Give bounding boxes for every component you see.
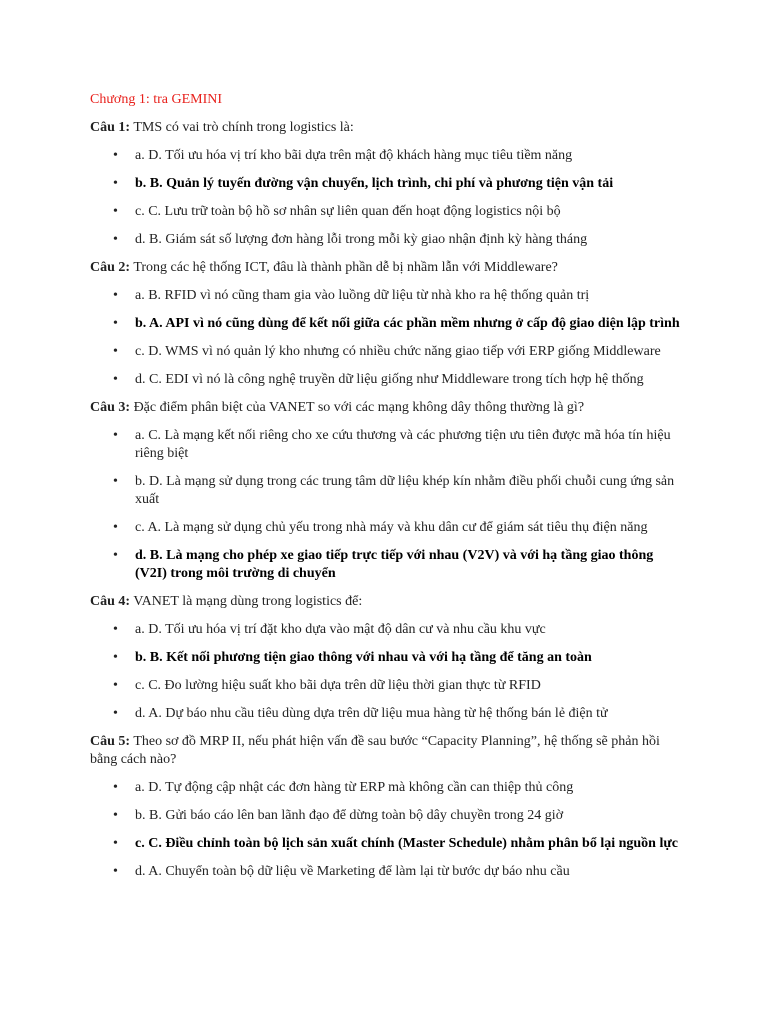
- answer-list: [90, 287, 690, 389]
- bullet-icon: •: [113, 548, 118, 563]
- answer-option: [90, 287, 690, 305]
- answer-text: d. C. EDI vì nó là công nghệ truyền dữ liệu giống như Middleware trong tích hợp hệ thống: [135, 372, 644, 387]
- answer-option: [90, 427, 690, 463]
- bullet-icon: •: [113, 148, 118, 163]
- answer-option-correct: [90, 649, 690, 667]
- question-list: [90, 119, 690, 881]
- question-text: Theo sơ đồ MRP II, nếu phát hiện vấn đề sau bước “Capacity Planning”, hệ thống sẽ phản hồi bằng cách nào?: [90, 734, 660, 767]
- answer-list: [90, 779, 690, 881]
- answer-text: c. C. Điều chỉnh toàn bộ lịch sản xuất chính (Master Schedule) nhằm phân bổ lại nguồn lực: [135, 836, 678, 851]
- question-text: Trong các hệ thống ICT, đâu là thành phần dễ bị nhầm lẫn với Middleware?: [133, 260, 558, 275]
- bullet-icon: •: [113, 204, 118, 219]
- question-stem: [90, 593, 690, 611]
- answer-text: c. D. WMS vì nó quản lý kho nhưng có nhiều chức năng giao tiếp với ERP giống Middleware: [135, 344, 661, 359]
- question-number: Câu 2:: [90, 260, 131, 275]
- question-stem: [90, 259, 690, 277]
- question-number: Câu 4:: [90, 594, 131, 609]
- answer-text: d. B. Là mạng cho phép xe giao tiếp trực tiếp với nhau (V2V) và với hạ tầng giao thông (V2I) trong môi trường di chuyển: [135, 548, 654, 581]
- answer-option: [90, 705, 690, 723]
- bullet-icon: •: [113, 288, 118, 303]
- answer-option: [90, 343, 690, 361]
- question-block: [90, 119, 690, 249]
- answer-option: [90, 677, 690, 695]
- answer-text: b. A. API vì nó cũng dùng để kết nối giữa các phần mềm nhưng ở cấp độ giao diện lập trình: [135, 316, 680, 331]
- bullet-icon: •: [113, 176, 118, 191]
- answer-option: [90, 779, 690, 797]
- answer-text: a. D. Tối ưu hóa vị trí đặt kho dựa vào mật độ dân cư và nhu cầu khu vực: [135, 622, 546, 637]
- bullet-icon: •: [113, 864, 118, 879]
- answer-option-correct: [90, 547, 690, 583]
- bullet-icon: •: [113, 428, 118, 443]
- answer-option: [90, 371, 690, 389]
- question-text: TMS có vai trò chính trong logistics là:: [133, 120, 354, 135]
- answer-text: b. B. Kết nối phương tiện giao thông với nhau và với hạ tầng để tăng an toàn: [135, 650, 592, 665]
- answer-text: c. C. Đo lường hiệu suất kho bãi dựa trên dữ liệu thời gian thực từ RFID: [135, 678, 541, 693]
- answer-option: [90, 231, 690, 249]
- answer-option-correct: [90, 835, 690, 853]
- question-stem: [90, 733, 690, 769]
- answer-text: d. B. Giám sát số lượng đơn hàng lỗi trong mỗi kỳ giao nhận định kỳ hàng tháng: [135, 232, 588, 247]
- answer-text: a. D. Tối ưu hóa vị trí kho bãi dựa trên mật độ khách hàng mục tiêu tiềm năng: [135, 148, 573, 163]
- answer-option: [90, 621, 690, 639]
- answer-option: [90, 807, 690, 825]
- answer-text: c. C. Lưu trữ toàn bộ hồ sơ nhân sự liên quan đến hoạt động logistics nội bộ: [135, 204, 561, 219]
- answer-text: a. B. RFID vì nó cũng tham gia vào luồng dữ liệu từ nhà kho ra hệ thống quản trị: [135, 288, 590, 303]
- answer-list: [90, 147, 690, 249]
- bullet-icon: •: [113, 706, 118, 721]
- question-stem: [90, 119, 690, 137]
- bullet-icon: •: [113, 650, 118, 665]
- question-number: Câu 1:: [90, 120, 131, 135]
- answer-text: d. A. Dự báo nhu cầu tiêu dùng dựa trên dữ liệu mua hàng từ hệ thống bán lẻ điện tử: [135, 706, 608, 721]
- answer-text: d. A. Chuyển toàn bộ dữ liệu về Marketing để làm lại từ bước dự báo nhu cầu: [135, 864, 570, 879]
- document-page: [90, 91, 690, 891]
- question-number: Câu 5:: [90, 734, 131, 749]
- answer-option-correct: [90, 175, 690, 193]
- answer-option: [90, 473, 690, 509]
- answer-option: [90, 863, 690, 881]
- question-stem: [90, 399, 690, 417]
- answer-text: a. D. Tự động cập nhật các đơn hàng từ ERP mà không cần can thiệp thủ công: [135, 780, 574, 795]
- bullet-icon: •: [113, 678, 118, 693]
- answer-text: b. B. Quản lý tuyến đường vận chuyển, lịch trình, chi phí và phương tiện vận tải: [135, 176, 614, 191]
- answer-text: a. C. Là mạng kết nối riêng cho xe cứu thương và các phương tiện ưu tiên được mã hóa tín hiệu riêng biệt: [135, 428, 671, 461]
- question-block: [90, 593, 690, 723]
- question-text: Đặc điểm phân biệt của VANET so với các mạng không dây thông thường là gì?: [133, 400, 585, 415]
- bullet-icon: •: [113, 232, 118, 247]
- question-text: VANET là mạng dùng trong logistics để:: [133, 594, 363, 609]
- answer-option-correct: [90, 315, 690, 333]
- answer-list: [90, 621, 690, 723]
- bullet-icon: •: [113, 474, 118, 489]
- bullet-icon: •: [113, 836, 118, 851]
- bullet-icon: •: [113, 316, 118, 331]
- bullet-icon: •: [113, 808, 118, 823]
- bullet-icon: •: [113, 622, 118, 637]
- bullet-icon: •: [113, 520, 118, 535]
- answer-option: [90, 519, 690, 537]
- answer-option: [90, 147, 690, 165]
- chapter-title: Chương 1: tra GEMINI: [90, 92, 223, 107]
- question-block: [90, 399, 690, 583]
- answer-text: b. D. Là mạng sử dụng trong các trung tâm dữ liệu khép kín nhằm điều phối chuỗi cung ứng sản xuất: [135, 474, 675, 507]
- answer-list: [90, 427, 690, 583]
- answer-text: b. B. Gửi báo cáo lên ban lãnh đạo để dừng toàn bộ dây chuyền trong 24 giờ: [135, 808, 564, 823]
- question-number: Câu 3:: [90, 400, 131, 415]
- bullet-icon: •: [113, 344, 118, 359]
- bullet-icon: •: [113, 780, 118, 795]
- answer-option: [90, 203, 690, 221]
- question-block: [90, 259, 690, 389]
- answer-text: c. A. Là mạng sử dụng chủ yếu trong nhà máy và khu dân cư để giám sát tiêu thụ điện năng: [135, 520, 648, 535]
- bullet-icon: •: [113, 372, 118, 387]
- question-block: [90, 733, 690, 881]
